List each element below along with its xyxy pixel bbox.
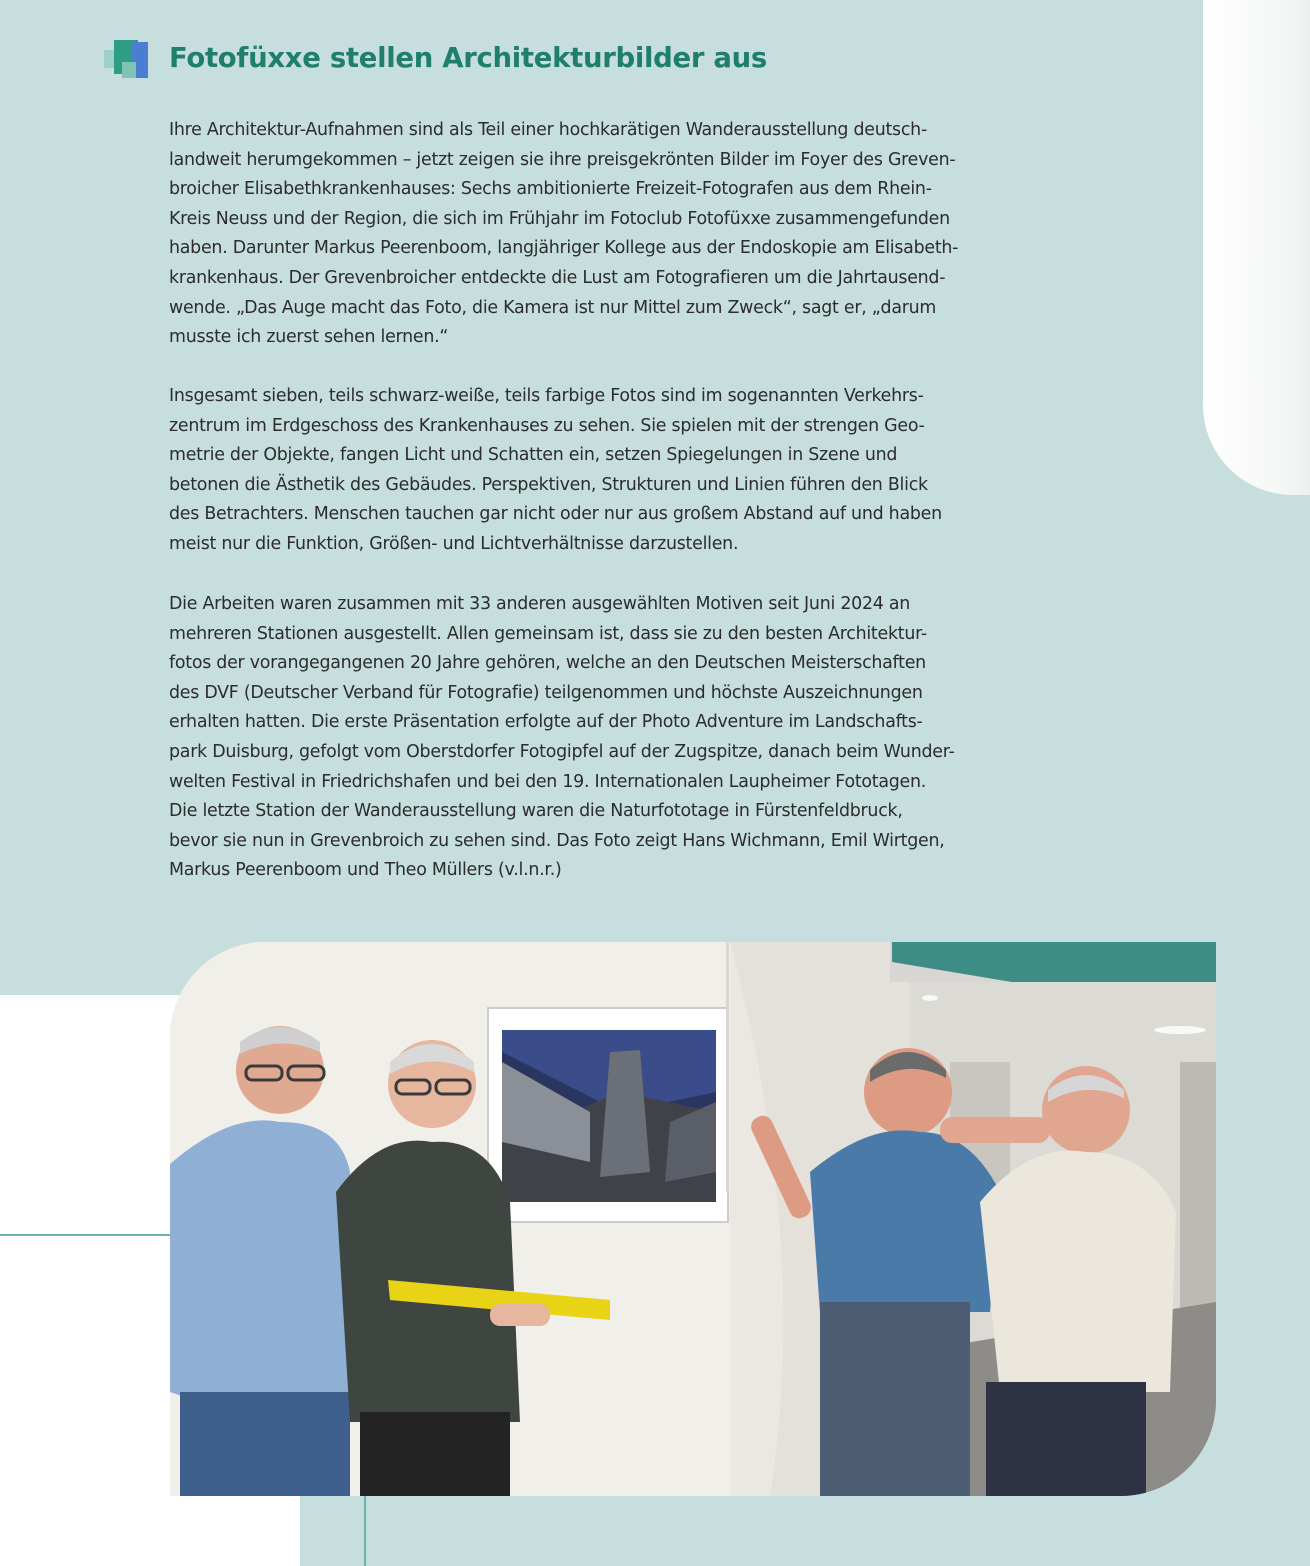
article-paragraph: Die Arbeiten waren zusammen mit 33 anderen ausgewählten Motiven seit Juni 2024 an mehreren Stationen ausgestellt. Allen gemeinsam ist, dass sie zu den besten Architektur- fotos der vorangegangenen 20 Jahre gehören, welche an den Deutschen Meisterschaften des DVF (Deutscher Verband für Fotografie) teilgenommen und höchste Auszeichnungen erhalten hatten. Die erste Präsentation erfolgte auf der Photo Adventure im Landschafts- park Duisburg, gefolgt vom Oberstdorfer Fotogipfel auf der Zugspitze, danach beim Wunder- welten Festival in Friedrichshafen und bei den 19. Internationalen Laupheimer Fototagen. Die letzte Station der Wanderausstellung waren die Naturfototage in Fürstenfeldbruck, bevor sie nun in Grevenbroich zu sehen sind. Das Foto zeigt Hans Wichmann, Emil Wirtgen, Markus Peerenboom und Theo Müllers (v.l.n.r.)	[169, 594, 955, 881]
article-paragraph: Insgesamt sieben, teils schwarz-weiße, teils farbige Fotos sind im sogenannten Verkehrs- zentrum im Erdgeschoss des Krankenhauses zu sehen. Sie spielen mit der strengen Geo- metrie der Objekte, fangen Licht und Schatten ein, setzen Spiegelungen in Szene und betonen die Ästhetik des Gebäudes. Perspektiven, Strukturen und Linien führen den Blick des Betrachters. Menschen tauchen gar nicht oder nur aus großem Abstand auf und haben meist nur die Funktion, Größen- und Lichtverhältnisse darzustellen.	[169, 386, 942, 554]
page-edge-shadow	[1203, 0, 1310, 495]
group-photo	[170, 942, 1216, 1496]
photo-illustration	[170, 942, 1216, 1496]
article-title: Fotofüxxe stellen Architekturbilder aus	[169, 42, 768, 74]
section-logo-icon	[102, 36, 152, 82]
article-paragraph: Ihre Architektur-Aufnahmen sind als Teil einer hochkarätigen Wanderausstellung deutsch- landweit herumgekommen – jetzt zeigen sie ihre preisgekrönten Bilder im Foyer des Greven- broicher Elisabethkrankenhauses: Sechs ambitionierte Freizeit-Fotografen aus dem Rhein- Kreis Neuss und der Region, die sich im Frühjahr im Fotoclub Fotofüxxe zusammengefunden haben. Darunter Markus Peerenboom, langjähriger Kollege aus der Endoskopie am Elisabeth- krankenhaus. Der Grevenbroicher entdeckte die Lust am Fotografieren um die Jahrtausend- wende. „Das Auge macht das Foto, die Kamera ist nur Mittel zum Zweck“, sagt er, „darum musste ich zuerst sehen lernen.“	[169, 120, 959, 348]
